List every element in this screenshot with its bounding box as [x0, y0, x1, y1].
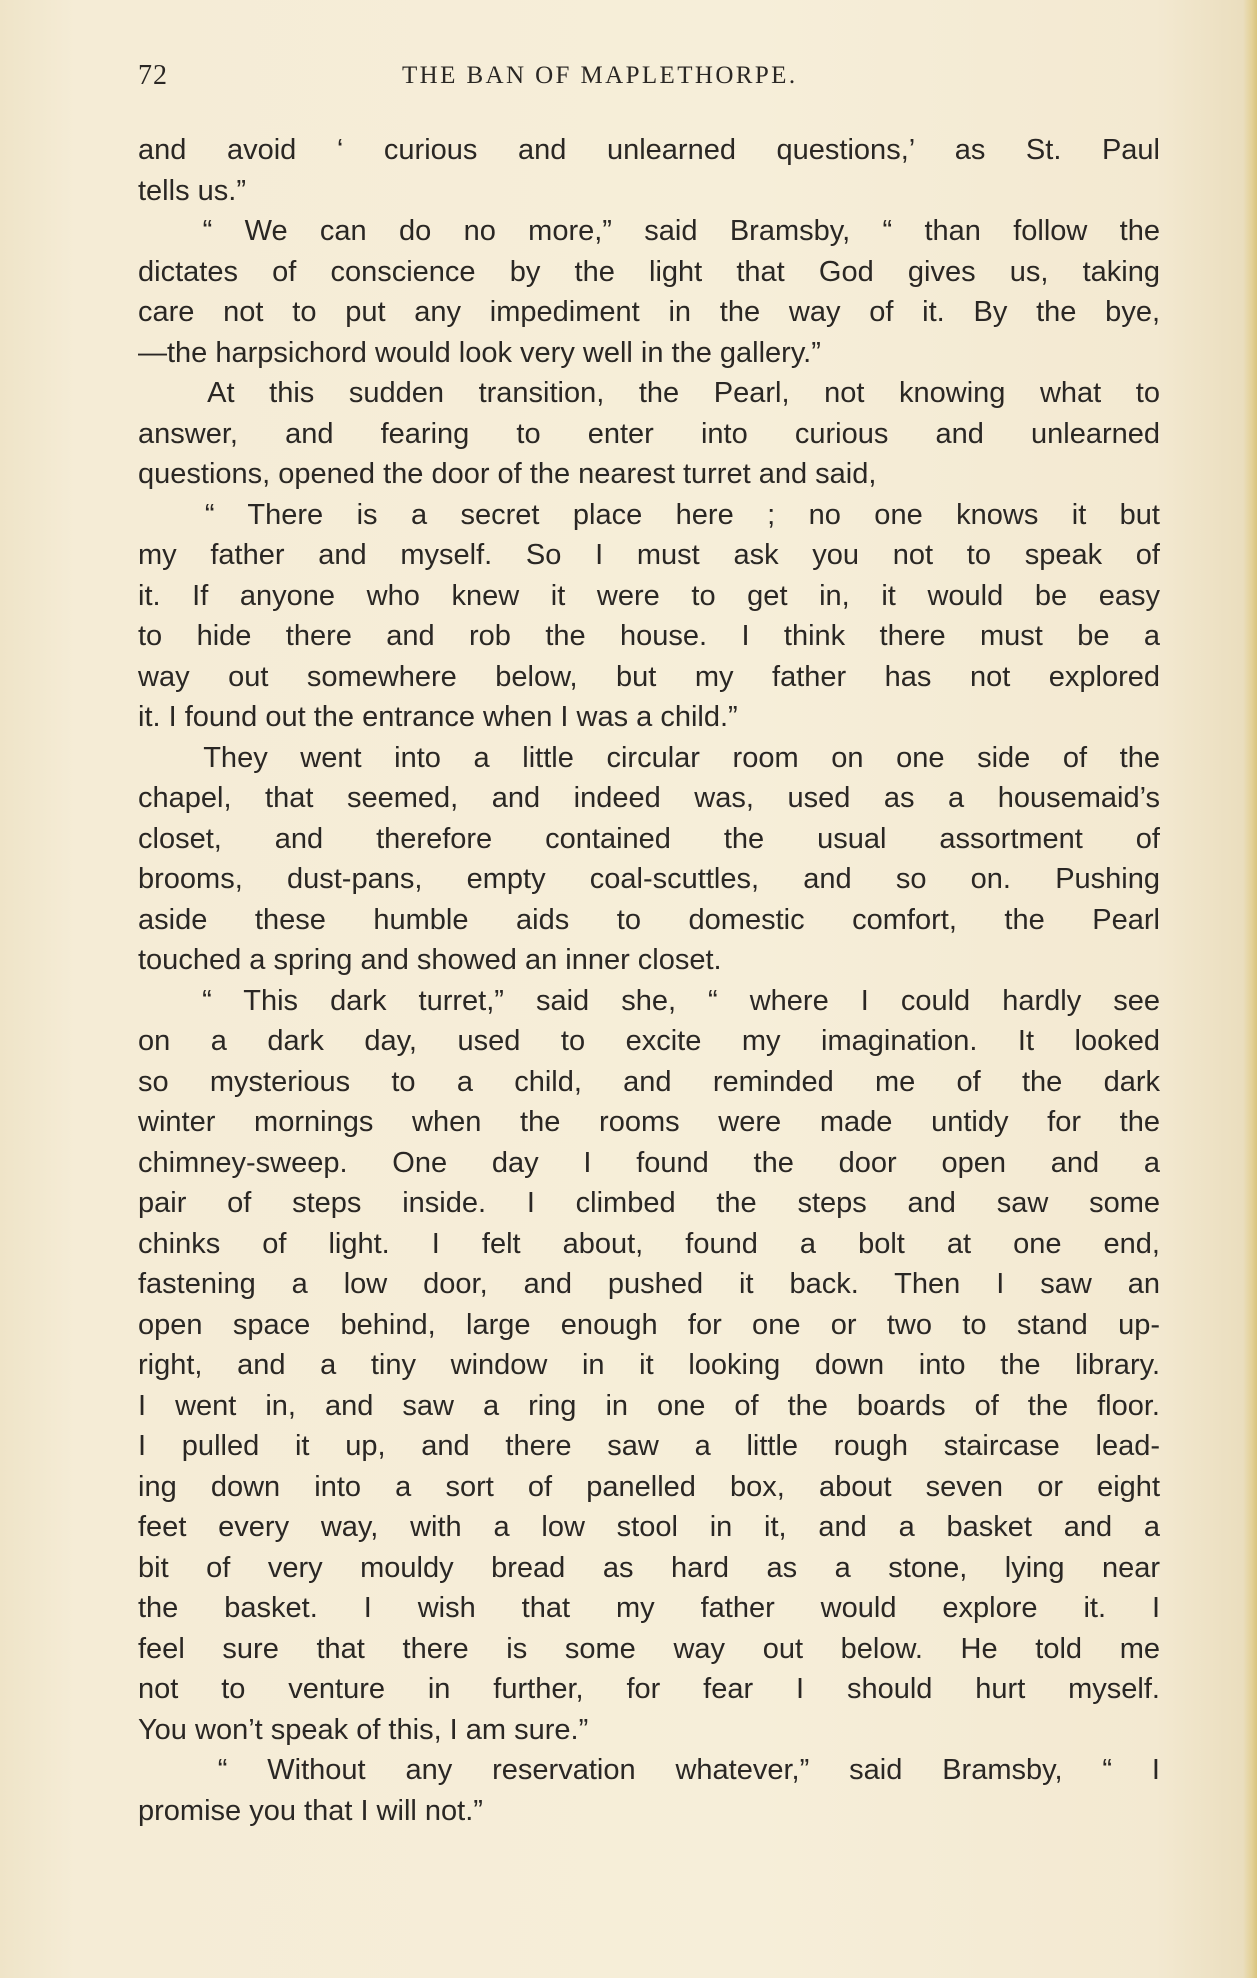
text-line: and avoid ‘ curious and unlearned questions,’ as St. Paul: [138, 134, 1160, 166]
text-line: “ Without any reservation whatever,” said Bramsby, “ I: [138, 1754, 1160, 1786]
text-line: questions, opened the door of the nearest turret and said,: [138, 458, 877, 490]
text-line: chinks of light. I felt about, found a bolt at one end,: [138, 1227, 1160, 1260]
text-line: “ There is a secret place here ; no one knows it but: [138, 498, 1160, 531]
text-line: chimney-sweep. One day I found the door open and a: [138, 1146, 1160, 1179]
text-line: fastening a low door, and pushed it back. Then I saw an: [138, 1268, 1160, 1300]
text-line: I pulled it up, and there saw a little rough staircase lead-: [138, 1430, 1160, 1462]
text-line: ing down into a sort of panelled box, about seven or eight: [138, 1470, 1160, 1503]
text-line: You won’t speak of this, I am sure.”: [138, 1713, 589, 1746]
text-line: way out somewhere below, but my father has not explored: [138, 660, 1160, 693]
text-line: it. If anyone who knew it were to get in, it would be easy: [138, 579, 1160, 612]
text-line: to hide there and rob the house. I think there must be a: [138, 620, 1160, 652]
text-line: my father and myself. So I must ask you not to speak of: [138, 539, 1160, 571]
text-line: tells us.”: [138, 174, 246, 207]
text-line: closet, and therefore contained the usual assortment of: [138, 822, 1160, 855]
text-line: care not to put any impediment in the way of it. By the bye,: [138, 296, 1160, 328]
text-line: not to venture in further, for fear I should hurt myself.: [138, 1673, 1160, 1705]
text-line: promise you that I will not.”: [138, 1794, 483, 1827]
text-line: pair of steps inside. I climbed the steps and saw some: [138, 1187, 1160, 1219]
text-line: At this sudden transition, the Pearl, not knowing what to: [138, 377, 1160, 409]
text-line: so mysterious to a child, and reminded me of the dark: [138, 1065, 1160, 1098]
text-line: —the harpsichord would look very well in the gallery.”: [138, 336, 821, 369]
body-text: [138, 130, 1160, 1831]
text-line: feet every way, with a low stool in it, and a basket and a: [138, 1511, 1160, 1543]
text-line: feel sure that there is some way out below. He told me: [138, 1632, 1160, 1665]
page-header: [138, 60, 1158, 100]
text-line: chapel, that seemed, and indeed was, used as a housemaid’s: [138, 782, 1160, 814]
text-line: touched a spring and showed an inner closet.: [138, 944, 722, 976]
text-line: answer, and fearing to enter into curious and unlearned: [138, 417, 1160, 450]
text-line: winter mornings when the rooms were made untidy for the: [138, 1106, 1160, 1138]
text-line: dictates of conscience by the light that God gives us, taking: [138, 255, 1160, 288]
text-line: “ We can do no more,” said Bramsby, “ than follow the: [138, 215, 1160, 247]
text-line: aside these humble aids to domestic comfort, the Pearl: [138, 903, 1160, 936]
text-line: brooms, dust-pans, empty coal-scuttles, and so on. Pushing: [138, 863, 1160, 895]
text-line: They went into a little circular room on one side of the: [138, 741, 1160, 774]
text-line: bit of very mouldy bread as hard as a stone, lying near: [138, 1551, 1160, 1584]
page-edge-shadow: [1243, 0, 1257, 1978]
text-line: I went in, and saw a ring in one of the boards of the floor.: [138, 1389, 1160, 1422]
text-line: it. I found out the entrance when I was a child.”: [138, 701, 738, 733]
text-line: open space behind, large enough for one or two to stand up-: [138, 1308, 1160, 1341]
text-line: on a dark day, used to excite my imagination. It looked: [138, 1025, 1160, 1057]
text-line: the basket. I wish that my father would explore it. I: [138, 1592, 1160, 1624]
text-line: “ This dark turret,” said she, “ where I could hardly see: [138, 984, 1160, 1017]
text-line: right, and a tiny window in it looking down into the library.: [138, 1349, 1160, 1381]
running-title: THE BAN OF MAPLETHORPE.: [402, 62, 798, 89]
page-number: 72: [138, 60, 168, 91]
